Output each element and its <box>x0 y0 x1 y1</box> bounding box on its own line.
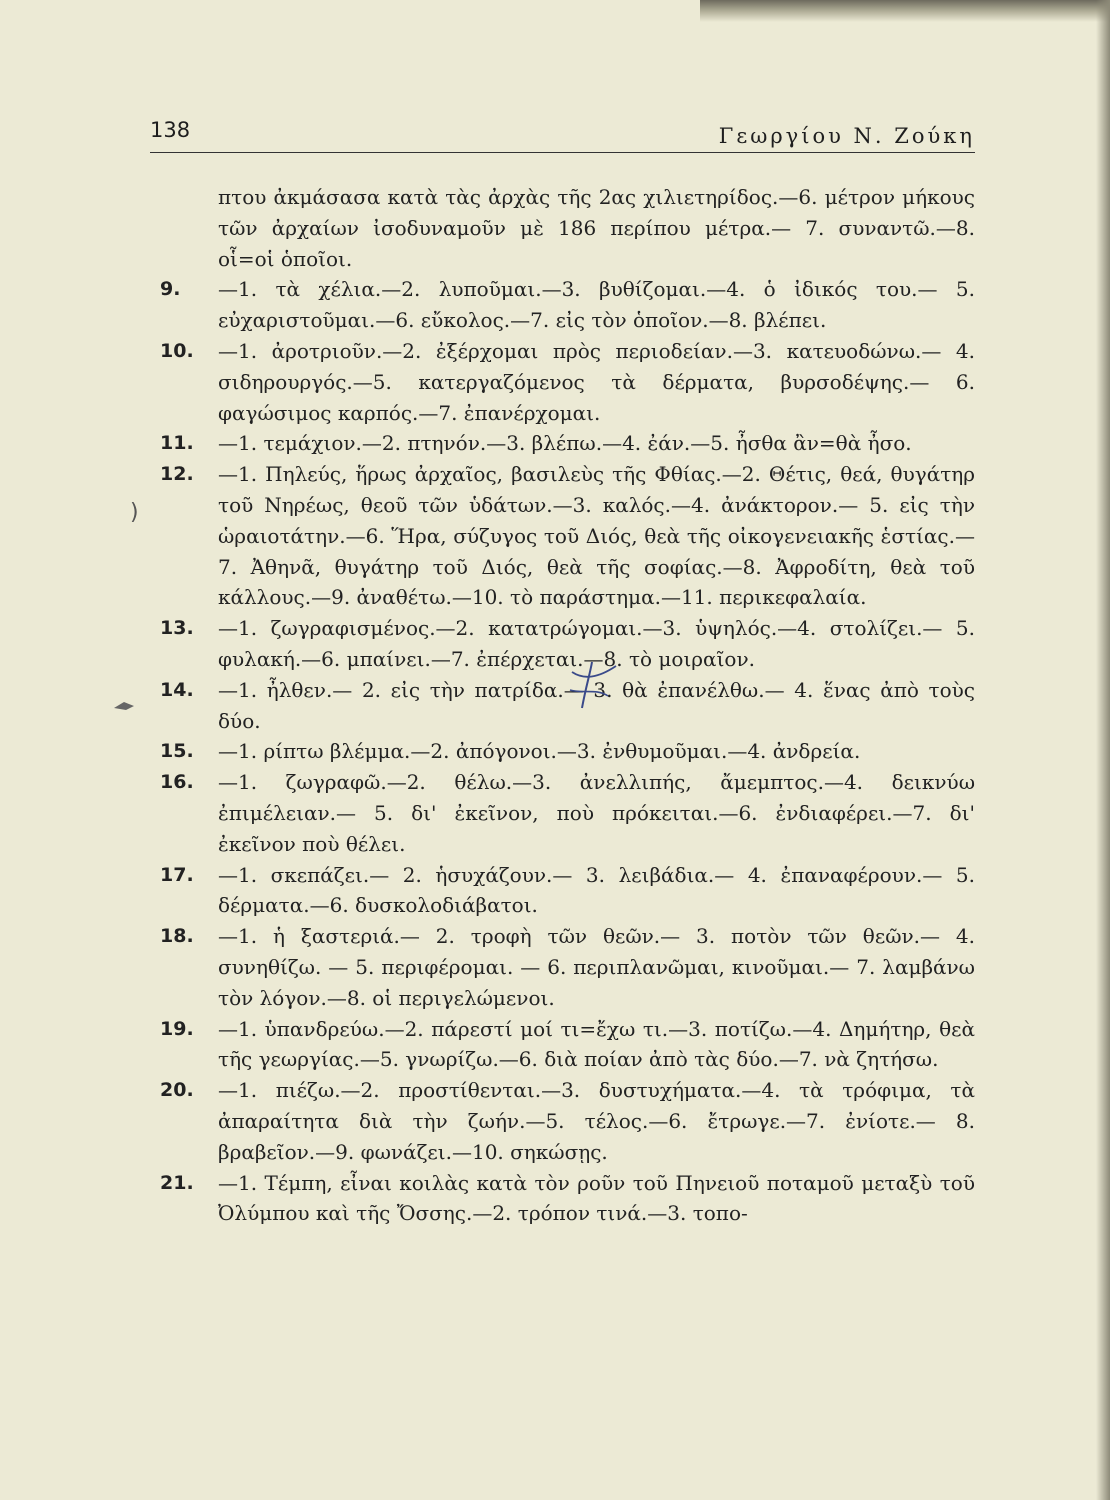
entry-18 <box>160 921 975 1013</box>
entry-number: 12. <box>160 463 194 486</box>
entry-text: —1. ζωγραφισμένος.—2. κατατρώγομαι.—3. ὑψηλός.—4. στολίζει.— 5. φυλακή.—6. μπαίνει.—7. ἐπέρχεται.—8. τὸ μοιραῖον. <box>218 616 975 671</box>
entry-11 <box>160 428 975 459</box>
entry-20 <box>160 1075 975 1167</box>
binding-shadow-right <box>1096 0 1110 1500</box>
entry-12 <box>160 459 975 613</box>
entry-number: 14. <box>160 678 194 701</box>
entry-number: 15. <box>160 740 194 763</box>
entry-number: 16. <box>160 771 194 794</box>
entry-21 <box>160 1168 975 1230</box>
running-head: Γεωργίου Ν. Ζούκη <box>718 124 975 148</box>
entry-number: 9. <box>160 278 181 301</box>
continuation-paragraph <box>160 182 975 274</box>
entry-10 <box>160 336 975 428</box>
entry-number: 13. <box>160 617 194 640</box>
entry-text: —1. ὑπανδρεύω.—2. πάρεστί μοί τι=ἔχω τι.—3. ποτίζω.—4. Δημήτηρ, θεὰ τῆς γεωργίας.—5. γνωρίζω.—6. διὰ ποίαν ἀπὸ τὰς δύο.—7. νὰ ζητήσω. <box>218 1016 975 1072</box>
entry-text: —1. Πηλεύς, ἥρως ἀρχαῖος, βασιλεὺς τῆς Φθίας.—2. Θέτις, θεά, θυγάτηρ τοῦ Νηρέως, θεοῦ τῶν ὑδάτων.—3. καλός.—4. ἀνάκτορον.— 5. εἰς τὴν ὡραιοτάτην.—6. Ἥρα, σύζυγος τοῦ Διός, θεὰ τῆς οἰκογενειακῆς ἑστίας.—7. Ἀθηνᾶ, θυγάτηρ τοῦ Διός, θεὰ τῆς σοφίας.—8. Ἀφροδίτη, θεὰ τοῦ κάλλους.—9. ἀναθέτω.—10. τὸ παράστημα.—11. περικεφαλαία. <box>218 462 975 610</box>
entry-number: 20. <box>160 1079 194 1102</box>
continuation-text: πτου ἀκμάσασα κατὰ τὰς ἀρχὰς τῆς 2ας χιλιετηρίδος.—6. μέτρον μήκους τῶν ἀρχαίων ἰσοδυναμοῦν μὲ 186 περίπου μέτρα.— 7. συναντῶ.—8. οἷ=οἱ ὁποῖοι. <box>218 185 975 271</box>
entry-number: 17. <box>160 863 194 886</box>
page-header <box>150 118 975 153</box>
entry-text: —1. ἦλθεν.— 2. εἰς τὴν πατρίδα.— 3. θὰ ἐπανέλθω.— 4. ἕνας ἀπὸ τοὺς δύο. <box>218 677 975 733</box>
entry-text: —1. σκεπάζει.— 2. ἡσυχάζουν.— 3. λειβάδια.— 4. ἐπαναφέρουν.— 5. δέρματα.—6. δυσκολοδιάβατοι. <box>218 862 975 918</box>
entry-15 <box>160 736 975 767</box>
entry-number: 10. <box>160 339 194 362</box>
entry-number: 21. <box>160 1171 194 1194</box>
entry-text: —1. πιέζω.—2. προστίθενται.—3. δυστυχήματα.—4. τὰ τρόφιμα, τὰ ἀπαραίτητα διὰ τὴν ζωήν.—5. τέλος.—6. ἔτρωγε.—7. ἐνίοτε.— 8. βραβεῖον.—9. φωνάζει.—10. σηκώσῃς. <box>218 1078 975 1164</box>
entry-text: —1. τὰ χέλια.—2. λυποῦμαι.—3. βυθίζομαι.—4. ὁ ἰδικός του.— 5. εὐχαριστοῦμαι.—6. εὔκολος.—7. εἰς τὸν ὁποῖον.—8. βλέπει. <box>218 277 975 333</box>
entry-19 <box>160 1014 975 1076</box>
binding-shadow-top <box>700 0 1110 22</box>
entry-number: 11. <box>160 432 194 455</box>
entry-number: 18. <box>160 925 194 948</box>
entry-9 <box>160 274 975 336</box>
margin-bracket-mark: ) <box>130 500 139 525</box>
entry-text: —1. ζωγραφῶ.—2. θέλω.—3. ἀνελλιπής, ἄμεμπτος.—4. δεικνύω ἐπιμέλειαν.— 5. δι' ἐκεῖνον, ποὺ πρόκειται.—6. ἐνδιαφέρει.—7. δι' ἐκεῖνον ποὺ θέλει. <box>218 770 975 856</box>
entry-text: —1. Τέμπη, εἶναι κοιλὰς κατὰ τὸν ροῦν τοῦ Πηνειοῦ ποταμοῦ μεταξὺ τοῦ Ὀλύμπου καὶ τῆς Ὄσσης.—2. τρόπον τινά.—3. τοπο- <box>218 1170 975 1226</box>
entry-text: —1. τεμάχιον.—2. πτηνόν.—3. βλέπω.—4. ἐάν.—5. ἦσθα ἂν=θὰ ἦσο. <box>218 431 912 456</box>
entry-text: —1. ρίπτω βλέμμα.—2. ἀπόγονοι.—3. ἐνθυμοῦμαι.—4. ἀνδρεία. <box>218 739 861 764</box>
margin-ink-smudge <box>112 696 136 714</box>
entry-text: —1. ἡ ξαστεριά.— 2. τροφὴ τῶν θεῶν.— 3. ποτὸν τῶν θεῶν.— 4. συνηθίζω. — 5. περιφέρομαι. — 6. περιπλανῶμαι, κινοῦμαι.— 7. λαμβάνω τὸν λόγον.—8. οἱ περιγελώμενοι. <box>218 924 975 1010</box>
page-number: 138 <box>150 118 191 142</box>
handwritten-pen-mark <box>562 660 622 712</box>
entry-number: 19. <box>160 1017 194 1040</box>
entry-text: —1. ἀροτριοῦν.—2. ἐξέρχομαι πρὸς περιοδείαν.—3. κατευοδώνω.— 4. σιδηρουργός.—5. κατεργαζόμενος τὰ δέρματα, βυρσοδέψης.— 6. φαγώσιμος καρπός.—7. ἐπανέρχομαι. <box>218 338 975 425</box>
entry-17 <box>160 860 975 922</box>
entry-16 <box>160 767 975 859</box>
